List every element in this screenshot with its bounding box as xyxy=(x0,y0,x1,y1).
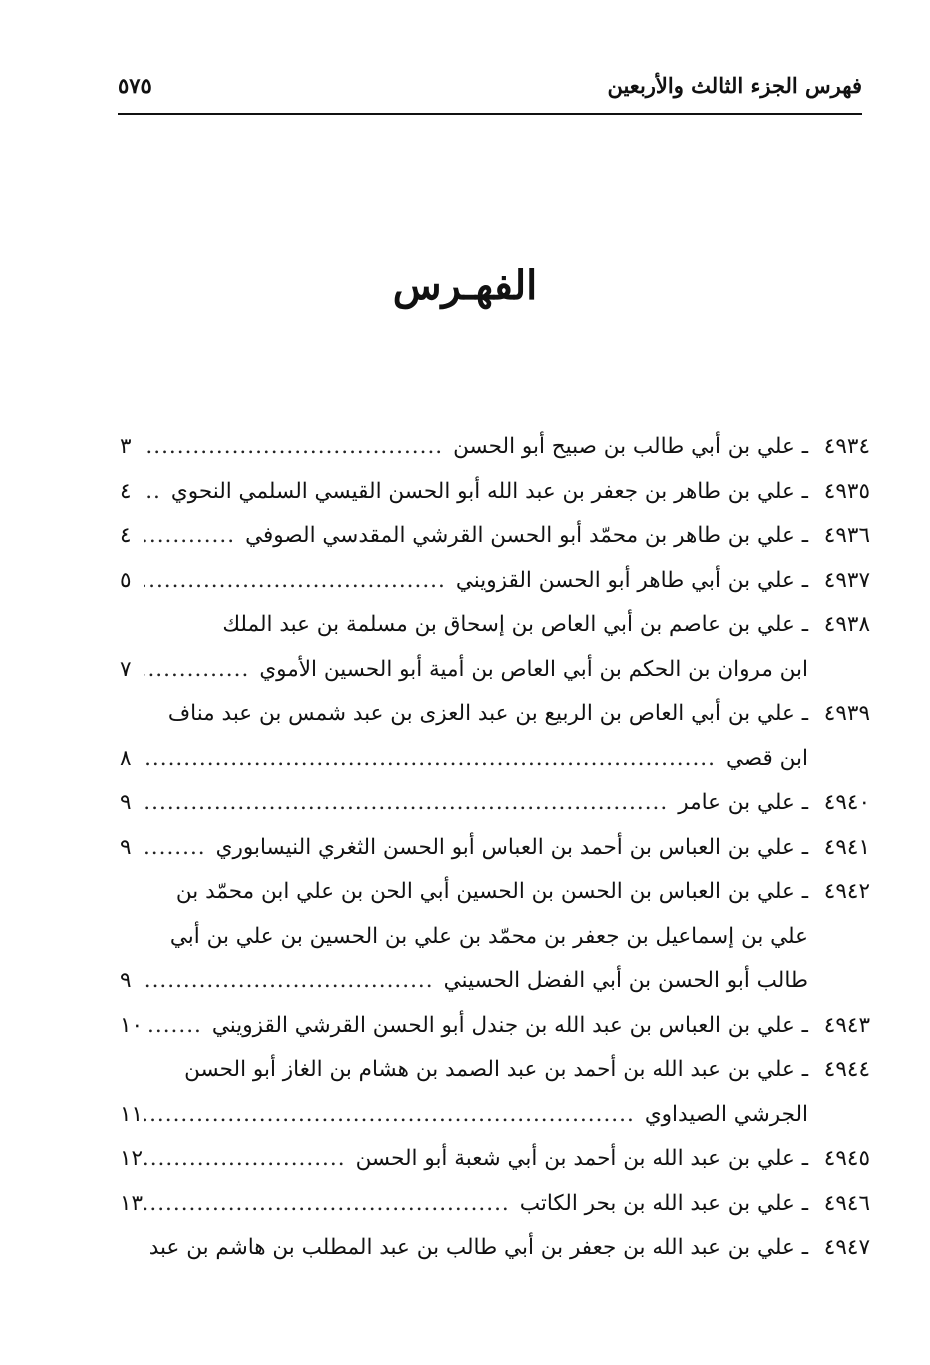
index-entry xyxy=(120,559,870,604)
index-entry xyxy=(120,603,870,648)
entry-page-number: ١٢ xyxy=(120,1146,144,1171)
index-entry xyxy=(120,1182,870,1227)
index-entry-continuation xyxy=(120,915,870,960)
entry-text: ـ علي بن عبد الله بن جعفر بن أبي طالب بن عبد المطلب بن هاشم بن عبد xyxy=(148,1235,808,1260)
index-entry-continuation xyxy=(120,959,870,1004)
entry-page-number: ١٣ xyxy=(120,1190,144,1216)
entry-page-number: ٧ xyxy=(120,656,132,682)
dot-leader xyxy=(144,959,444,1004)
index-entry xyxy=(120,470,870,515)
index-entry-continuation xyxy=(120,737,870,782)
entry-number: ٤٩٤١ xyxy=(823,834,870,860)
entry-text: ـ علي بن عامر xyxy=(678,790,808,815)
entry-text: ـ علي بن أبي طاهر أبو الحسن القزويني xyxy=(455,567,808,593)
entry-page-number: ١١ xyxy=(120,1101,144,1127)
index-entry xyxy=(120,692,870,737)
entry-number: ٤٩٤٧ xyxy=(823,1235,870,1260)
dot-leader xyxy=(144,826,216,871)
dot-leader xyxy=(144,1004,212,1049)
entry-text: ـ علي بن العباس بن عبد الله بن جندل أبو الحسن القرشي القزويني xyxy=(211,1012,808,1038)
index-title: الفهـرس xyxy=(392,262,538,309)
index-entry xyxy=(120,1137,870,1182)
entry-number: ٤٩٤٤ xyxy=(823,1057,870,1082)
running-title: فهرس الجزء الثالث والأربعين xyxy=(607,72,862,98)
index-entry xyxy=(120,870,870,915)
index-entry-continuation xyxy=(120,648,870,693)
entry-number: ٤٩٣٧ xyxy=(823,567,870,593)
entry-number: ٤٩٤٠ xyxy=(823,790,870,815)
entry-text: ـ علي بن عبد الله بن أحمد بن أبي شعبة أبو الحسن xyxy=(355,1146,808,1171)
entry-text: الجرشي الصيداوي xyxy=(644,1101,808,1127)
entry-number: ٤٩٣٨ xyxy=(823,612,870,637)
index-entry-continuation xyxy=(120,1093,870,1138)
dot-leader xyxy=(144,1182,520,1227)
dot-leader xyxy=(144,1137,356,1182)
entry-text: ـ علي بن عبد الله بن بحر الكاتب xyxy=(519,1190,808,1216)
dot-leader xyxy=(144,648,259,693)
entry-page-number: ٩ xyxy=(120,790,132,815)
index-entry xyxy=(120,1004,870,1049)
entry-text: ابن مروان بن الحكم بن أبي العاص بن أمية أبو الحسين الأموي xyxy=(259,656,808,682)
entry-text: ـ علي بن عبد الله بن أحمد بن عبد الصمد بن هشام بن الغاز أبو الحسن xyxy=(184,1057,808,1082)
entry-text: ـ علي بن أبي طالب بن صبيح أبو الحسن xyxy=(453,434,808,459)
entry-page-number: ٤ xyxy=(120,478,132,504)
entry-text: ـ علي بن أبي العاص بن الربيع بن عبد العزى بن عبد شمس بن عبد مناف xyxy=(167,701,808,726)
entry-text: طالب أبو الحسن بن أبي الفضل الحسيني xyxy=(443,968,808,993)
index-entry xyxy=(120,425,870,470)
dot-leader xyxy=(144,737,726,782)
entry-page-number: ٣ xyxy=(120,434,132,459)
index-entry xyxy=(120,826,870,871)
dot-leader xyxy=(144,559,456,604)
entry-text: ـ علي بن العباس بن الحسن بن الحسين أبي الحن بن علي ابن محمّد بن xyxy=(175,879,808,904)
index-entry xyxy=(120,514,870,559)
entry-number: ٤٩٤٣ xyxy=(823,1012,870,1038)
entry-text: ـ علي بن العباس بن أحمد بن العباس أبو الحسن الثغري النيسابوري xyxy=(215,834,808,860)
index-entries xyxy=(120,425,870,1271)
running-header xyxy=(118,68,862,102)
header-rule xyxy=(118,113,862,115)
entry-page-number: ٨ xyxy=(120,745,132,771)
entry-page-number: ١٠ xyxy=(120,1012,144,1038)
entry-page-number: ٤ xyxy=(120,523,132,548)
entry-number: ٤٩٤٢ xyxy=(823,879,870,904)
entry-number: ٤٩٣٦ xyxy=(823,523,870,548)
entry-text: ابن قصي xyxy=(725,745,808,771)
dot-leader xyxy=(144,470,171,515)
entry-text: ـ علي بن طاهر بن محمّد أبو الحسن القرشي المقدسي الصوفي xyxy=(245,523,808,548)
entry-text: ـ علي بن طاهر بن جعفر بن عبد الله أبو الحسن القيسي السلمي النحوي xyxy=(170,478,808,504)
index-entry xyxy=(120,1226,870,1271)
entry-number: ٤٩٣٤ xyxy=(823,434,870,459)
dot-leader xyxy=(144,425,453,470)
entry-page-number: ٥ xyxy=(120,567,132,593)
index-entry xyxy=(120,781,870,826)
entry-text: ـ علي بن عاصم بن أبي العاص بن إسحاق بن مسلمة بن عبد الملك xyxy=(222,612,808,637)
index-entry xyxy=(120,1048,870,1093)
dot-leader xyxy=(144,781,678,826)
header-page-number: ٥٧٥ xyxy=(118,72,152,98)
entry-text: علي بن إسماعيل بن جعفر بن محمّد بن علي بن الحسين بن علي بن أبي xyxy=(169,923,808,949)
entry-number: ٤٩٤٦ xyxy=(823,1190,870,1216)
entry-page-number: ٩ xyxy=(120,834,132,860)
entry-number: ٤٩٤٥ xyxy=(823,1146,870,1171)
dot-leader xyxy=(144,1093,645,1138)
entry-number: ٤٩٣٥ xyxy=(823,478,870,504)
entry-number: ٤٩٣٩ xyxy=(823,701,870,726)
entry-page-number: ٩ xyxy=(120,968,132,993)
dot-leader xyxy=(144,514,245,559)
